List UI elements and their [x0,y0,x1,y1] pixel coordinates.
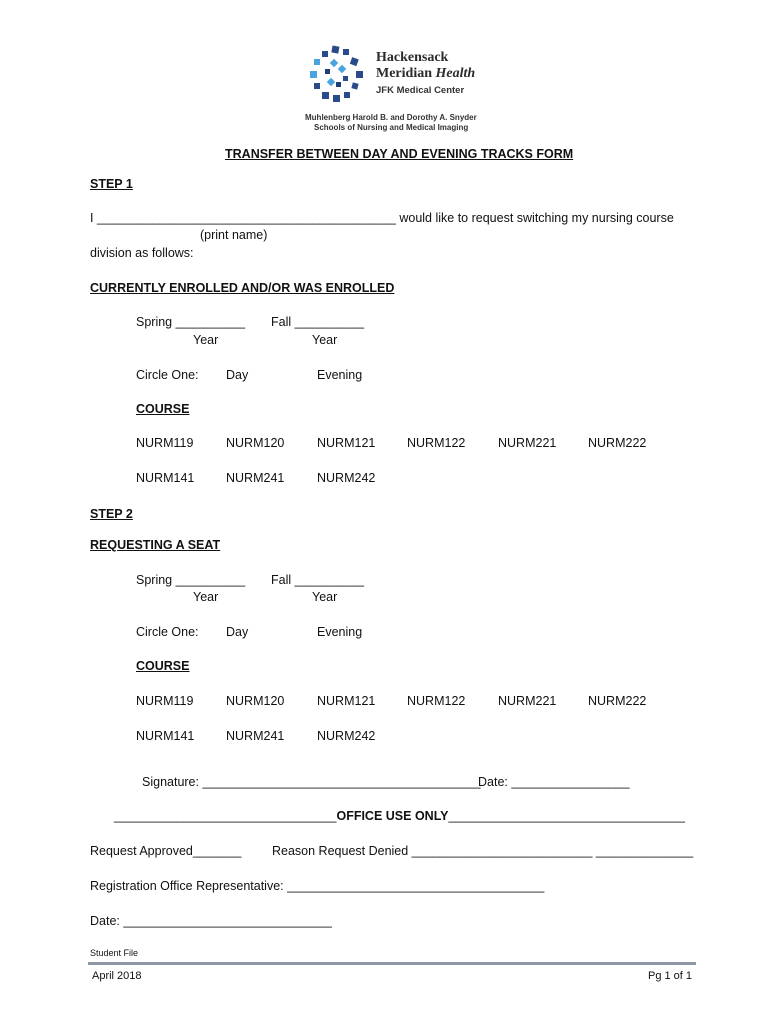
signature-field[interactable]: Signature: ________________________________________ [142,775,481,789]
footer-page-number: Pg 1 of 1 [648,970,693,982]
step1-course-option[interactable]: NURM221 [498,436,557,450]
step1-course-option[interactable]: NURM242 [317,471,376,485]
logo-meridian-word: Meridian [376,66,436,81]
step2-fall-year-label: Year [312,590,338,604]
step1-evening-option[interactable]: Evening [317,368,363,382]
logo-mark-icon [306,44,368,106]
step1-course-option[interactable]: NURM222 [588,436,647,450]
office-use-divider [114,809,685,823]
step2-heading: STEP 2 [90,507,133,521]
step2-spring-field[interactable]: Spring __________ [136,573,246,587]
step1-course-option[interactable]: NURM122 [407,436,466,450]
step2-course-heading: COURSE [136,659,190,673]
signature-date-field[interactable]: Date: _________________ [478,775,630,789]
step2-day-option[interactable]: Day [226,625,249,639]
office-date-field[interactable]: Date: ______________________________ [90,914,332,928]
step1-fall-field[interactable]: Fall __________ [271,315,365,329]
step1-heading: STEP 1 [90,177,133,191]
step1-course-heading: COURSE [136,402,190,416]
step1-spring-field[interactable]: Spring __________ [136,315,246,329]
step1-course-option[interactable]: NURM120 [226,436,285,450]
step1-day-option[interactable]: Day [226,368,249,382]
step2-circle-one-label: Circle One: [136,625,199,639]
step1-circle-one-label: Circle One: [136,368,199,382]
step2-course-option[interactable]: NURM141 [136,729,195,743]
step2-course-option[interactable]: NURM241 [226,729,285,743]
school-name-line1: Muhlenberg Harold B. and Dorothy A. Snyder [305,113,477,122]
registration-rep-field[interactable]: Registration Office Representative: _____________________________________ [90,879,545,893]
step2-course-option[interactable]: NURM121 [317,694,376,708]
form-title: TRANSFER BETWEEN DAY AND EVENING TRACKS FORM [225,147,574,161]
step2-course-option[interactable]: NURM242 [317,729,376,743]
logo-meridian [376,66,475,82]
step2-course-option[interactable]: NURM122 [407,694,466,708]
step2-evening-option[interactable]: Evening [317,625,363,639]
current-enrolled-heading: CURRENTLY ENROLLED AND/OR WAS ENROLLED [90,281,395,295]
step2-course-option[interactable]: NURM119 [136,694,194,708]
logo-health-word: Health [435,66,476,81]
request-approved-field[interactable]: Request Approved_______ [90,844,242,858]
step1-fall-year-label: Year [312,333,338,347]
requesting-seat-heading: REQUESTING A SEAT [90,538,221,552]
step1-course-option[interactable]: NURM241 [226,471,285,485]
logo-jfk: JFK Medical Center [376,85,465,96]
step2-course-option[interactable]: NURM120 [226,694,285,708]
logo-hackensack: Hackensack [376,50,449,65]
office-use-label: OFFICE USE ONLY [336,809,449,823]
step2-spring-year-label: Year [193,590,219,604]
step2-course-option[interactable]: NURM222 [588,694,647,708]
step1-spring-year-label: Year [193,333,219,347]
step2-fall-field[interactable]: Fall __________ [271,573,365,587]
step2-course-option[interactable]: NURM221 [498,694,557,708]
step1-course-option[interactable]: NURM119 [136,436,194,450]
student-file-label: Student File [90,948,139,958]
office-line-left: ________________________________ [114,809,337,823]
office-line-right: __________________________________ [448,809,685,823]
footer-divider [88,962,696,965]
step1-course-option[interactable]: NURM141 [136,471,195,485]
division-text: division as follows: [90,246,194,260]
print-name-label: (print name) [200,228,268,242]
name-line[interactable]: I ___________________________________________ would like to request switching my nursing course [90,211,674,225]
footer-date: April 2018 [92,970,142,982]
reason-denied-field[interactable]: Reason Request Denied __________________________ ______________ [272,844,694,858]
step1-course-option[interactable]: NURM121 [317,436,376,450]
school-name-line2: Schools of Nursing and Medical Imaging [314,123,469,132]
